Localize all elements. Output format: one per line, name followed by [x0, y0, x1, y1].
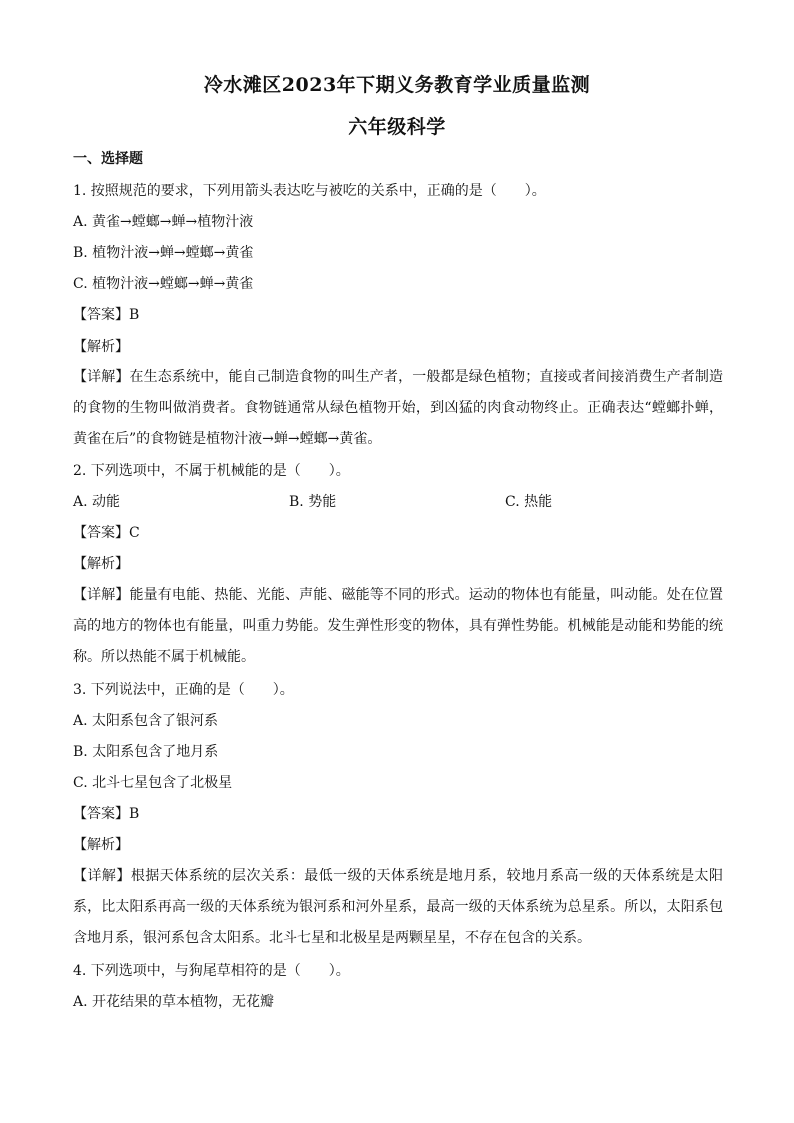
question-3-detail: 【详解】根据天体系统的层次关系：最低一级的天体系统是地月系，较地月系高一级的天体系统是太阳系，比太阳系再高一级的天体系统为银河系和河外星系，最高一级的天体系统为总星系。所以，太阳系包含地月系，银河系包含太阳系。北斗七星和北极星是两颗星星，不存在包含的关系。: [73, 868, 723, 946]
document-title: 冷水滩区2023年下期义务教育学业质量监测: [203, 74, 591, 96]
question-3-option-a: A. 太阳系包含了银河系: [73, 713, 219, 729]
question-1-analysis: 【解析】: [73, 339, 129, 355]
question-3-option-c: C. 北斗七星包含了北极星: [73, 775, 233, 791]
question-1-option-b: B. 植物汁液→蝉→螳螂→黄雀: [73, 245, 254, 261]
section-heading: 一、选择题: [73, 151, 143, 167]
question-2-option-b: B. 势能: [289, 494, 337, 510]
question-3-stem: 3. 下列说法中，正确的是（ ）。: [73, 682, 294, 698]
question-2-detail: 【详解】能量有电能、热能、光能、声能、磁能等不同的形式。运动的物体也有能量，叫动能。处在位置高的地方的物体也有能量，叫重力势能。发生弹性形变的物体，具有弹性势能。机械能是动能和势能的统称。所以热能不属于机械能。: [73, 587, 723, 665]
question-2-analysis: 【解析】: [73, 556, 129, 572]
question-4-stem: 4. 下列选项中，与狗尾草相符的是（ ）。: [73, 963, 350, 979]
question-2-answer: 【答案】C: [73, 525, 140, 541]
document-subtitle: 六年级科学: [348, 116, 446, 138]
question-1-option-c: C. 植物汁液→螳螂→蝉→黄雀: [73, 276, 254, 292]
question-1-option-a: A. 黄雀→螳螂→蝉→植物汁液: [73, 214, 254, 230]
question-2-option-a: A. 动能: [73, 494, 121, 510]
question-1-answer: 【答案】B: [73, 307, 140, 323]
question-4-option-a: A. 开花结果的草本植物，无花瓣: [73, 994, 275, 1010]
question-3-option-b: B. 太阳系包含了地月系: [73, 744, 219, 760]
question-2-option-c: C. 热能: [505, 494, 553, 510]
question-3-analysis: 【解析】: [73, 837, 129, 853]
question-2-stem: 2. 下列选项中，不属于机械能的是（ ）。: [73, 463, 350, 479]
question-1-stem: 1. 按照规范的要求，下列用箭头表达吃与被吃的关系中，正确的是（ ）。: [73, 183, 546, 199]
question-3-answer: 【答案】B: [73, 806, 140, 822]
question-1-detail: 【详解】在生态系统中，能自己制造食物的叫生产者，一般都是绿色植物；直接或者间接消费生产者制造的食物的生物叫做消费者。食物链通常从绿色植物开始，到凶猛的肉食动物终止。正确表达“螳螂扑蝉，黄雀在后”的食物链是植物汁液→蝉→螳螂→黄雀。: [73, 369, 723, 447]
